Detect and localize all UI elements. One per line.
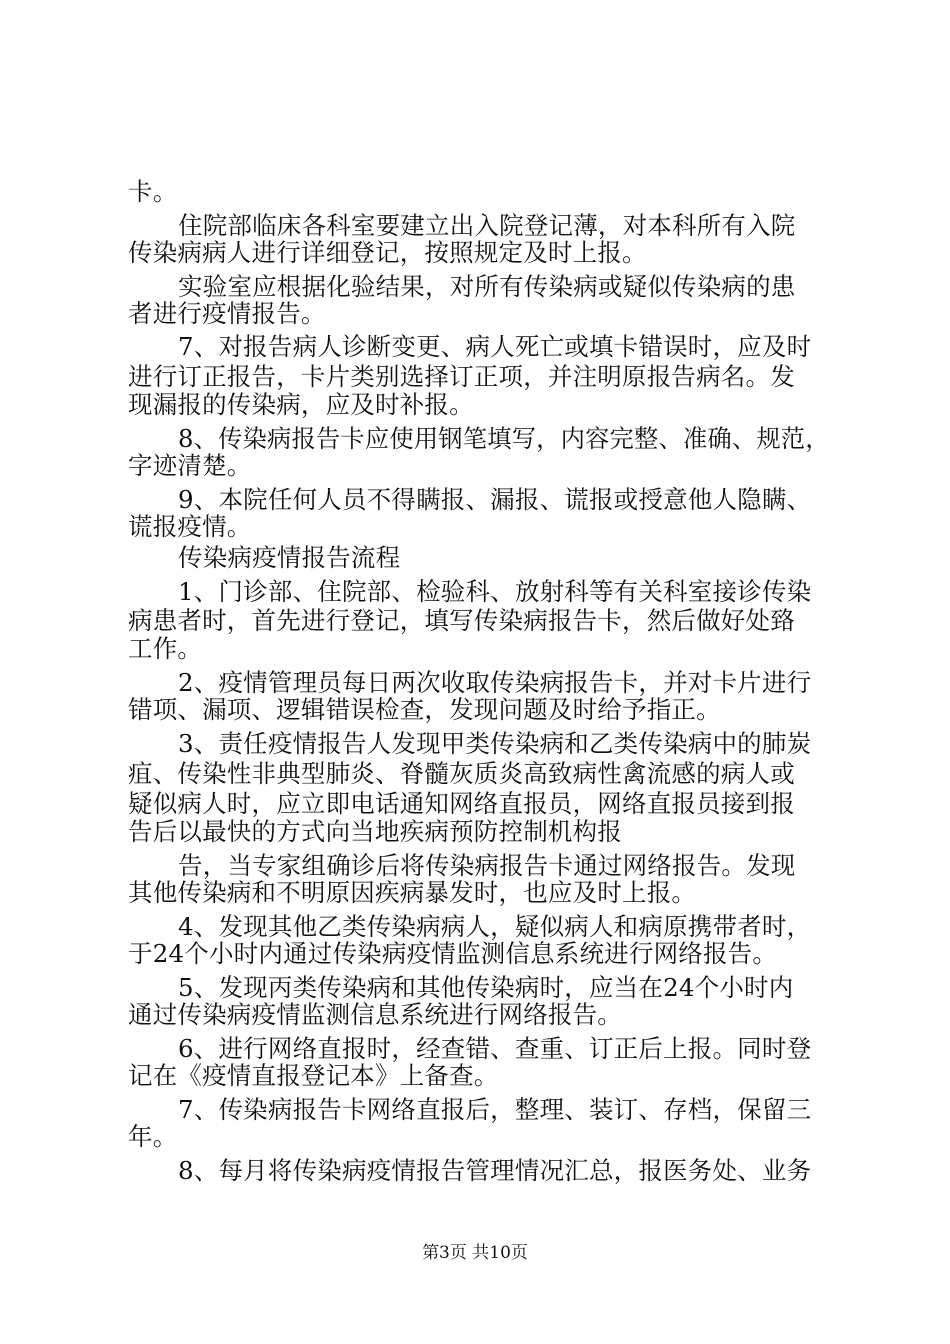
text-line: 7、传染病报告卡网络直报后，整理、装订、存档，保留三 (178, 1095, 812, 1124)
text-line: 4、发现其他乙类传染病病人，疑似病人和病原携带者时， (178, 912, 812, 941)
text-line: 错项、漏项、逻辑错误检查，发现问题及时给予指正。 (128, 695, 721, 724)
text-line: 8、每月将传染病疫情报告管理情况汇总，报医务处、业务 (178, 1156, 812, 1185)
text-line: 实验室应根据化验结果，对所有传染病或疑似传染病的患 (178, 272, 796, 301)
text-line: 疑似病人时，应立即电话通知网络直报员，网络直报员接到报 (128, 789, 795, 818)
text-line: 者进行疫情报告。 (128, 299, 326, 328)
text-line: 其他传染病和不明原因疾病暴发时，也应及时上报。 (128, 878, 697, 907)
text-line: 病患者时，首先进行登记，填写传染病报告卡，然后做好处臵 (128, 606, 795, 635)
text-line: 进行订正报告，卡片类别选择订正项，并注明原报告病名。发 (128, 362, 795, 391)
text-line: 疽、传染性非典型肺炎、脊髓灰质炎高致病性禽流感的病人或 (128, 759, 795, 788)
section-heading: 传染病疫情报告流程 (178, 543, 401, 572)
text-line: 告后以最快的方式向当地疾病预防控制机构报 (128, 817, 622, 846)
text-line: 1、门诊部、住院部、检验科、放射科等有关科室接诊传染 (178, 577, 812, 606)
text-line: 于24个小时内通过传染病疫情监测信息系统进行网络报告。 (128, 939, 778, 968)
text-line: 谎报疫情。 (128, 512, 252, 541)
text-line: 字迹清楚。 (128, 451, 252, 480)
text-line: 通过传染病疫情监测信息系统进行网络报告。 (128, 1000, 622, 1029)
text-line: 5、发现丙类传染病和其他传染病时，应当在24个小时内 (178, 973, 794, 1002)
text-line: 告，当专家组确诊后将传染病报告卡通过网络报告。发现 (178, 851, 796, 880)
text-line: 年。 (128, 1122, 178, 1151)
text-line: 住院部临床各科室要建立出入院登记薄，对本科所有入院 (178, 211, 796, 240)
text-line: 7、对报告病人诊断变更、病人死亡或填卡错误时，应及时 (178, 332, 812, 361)
text-line: 3、责任疫情报告人发现甲类传染病和乙类传染病中的肺炭 (178, 729, 812, 758)
text-line: 8、传染病报告卡应使用钢笔填写，内容完整、准确、规范， (178, 424, 830, 453)
text-line: 6、进行网络直报时，经查错、查重、订正后上报。同时登 (178, 1034, 812, 1063)
text-line: 现漏报的传染病，应及时补报。 (128, 390, 474, 419)
text-line: 2、疫情管理员每日两次收取传染病报告卡，并对卡片进行 (178, 668, 812, 697)
text-line: 传染病病人进行详细登记，按照规定及时上报。 (128, 238, 647, 267)
text-line: 记在《疫情直报登记本》上备查。 (128, 1061, 499, 1090)
text-line: 工作。 (128, 634, 203, 663)
text-line: 9、本院任何人员不得瞒报、漏报、谎报或授意他人隐瞒、 (178, 485, 812, 514)
text-line: 卡。 (128, 177, 178, 206)
page-footer: 第3页 共10页 (422, 1243, 528, 1263)
